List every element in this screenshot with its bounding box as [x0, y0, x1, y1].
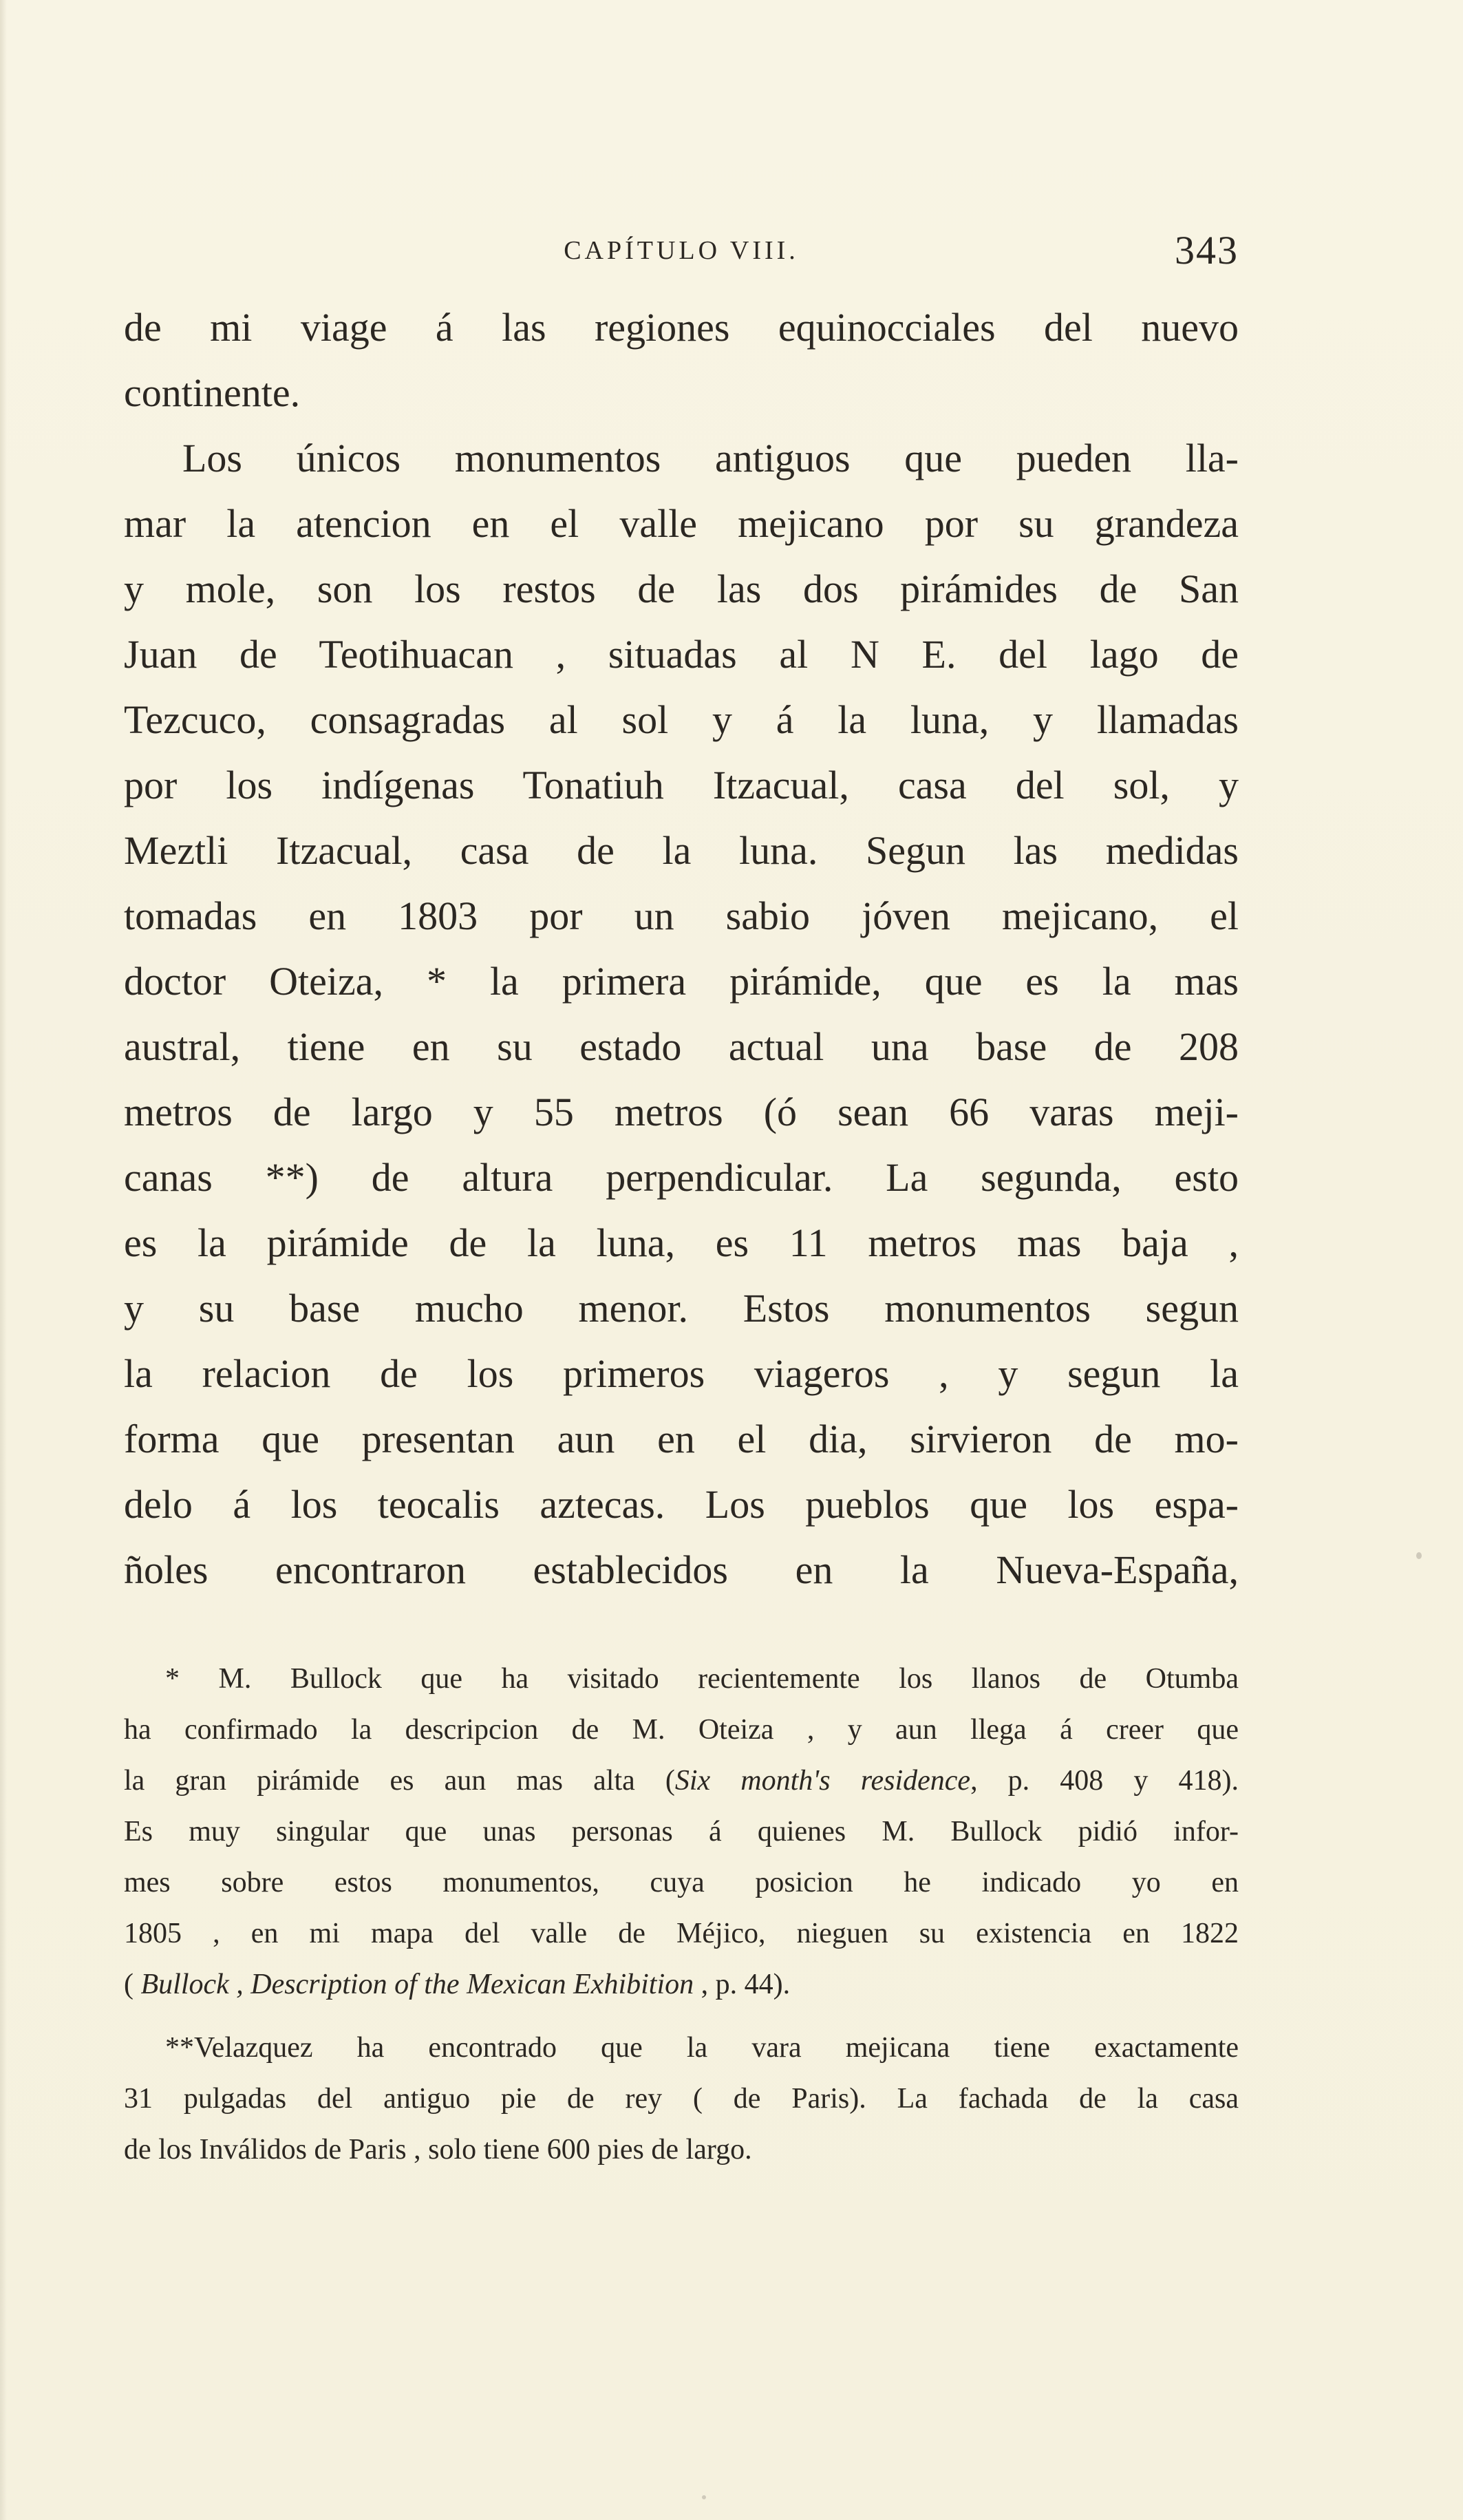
- footnote-line-with-italic: [124, 1755, 1239, 1806]
- footnote-line: * M. Bullock que ha visitado recientemente los llanos de Otumba: [165, 1663, 1239, 1695]
- text-line: Los únicos monumentos antiguos que pueden lla-: [182, 436, 1239, 480]
- footnote-line: ha confirmado la descripcion de M. Oteiza , y aun llega á creer que: [124, 1714, 1239, 1746]
- page-edge-shadow: [0, 0, 7, 2520]
- footnote-italic-title: Bullock , Description of the Mexican Exhibition: [140, 1969, 694, 2000]
- footnote-spacer: [124, 2010, 1239, 2022]
- footnotes: [124, 1653, 1239, 2175]
- footnote-line: 31 pulgadas del antiguo pie de rey ( de Paris). La fachada de la casa: [124, 2083, 1239, 2115]
- text-line: es la pirámide de la luna, es 11 metros mas baja ,: [124, 1220, 1239, 1265]
- text-line: continente.: [124, 370, 301, 415]
- text-line: doctor Oteiza, * la primera pirámide, que es la mas: [124, 959, 1239, 1004]
- text-line: y su base mucho menor. Estos monumentos segun: [124, 1286, 1239, 1331]
- footnote-line-with-italic: [124, 1959, 1239, 2010]
- text-line: canas **) de altura perpendicular. La segunda, esto: [124, 1155, 1239, 1200]
- text-line: Juan de Teotihuacan , situadas al N E. del lago de: [124, 632, 1239, 677]
- text-line: por los indígenas Tonatiuh Itzacual, casa del sol, y: [124, 763, 1239, 807]
- text-line: la relacion de los primeros viageros , y segun la: [124, 1351, 1239, 1396]
- main-text: [124, 295, 1239, 1602]
- footnote-text: , p. 44).: [694, 1969, 791, 2000]
- footnote-line: mes sobre estos monumentos, cuya posicion he indicado yo en: [124, 1867, 1239, 1898]
- text-line: y mole, son los restos de las dos pirámides de San: [124, 567, 1239, 611]
- footnote-text: la gran pirámide es aun mas alta (: [124, 1765, 675, 1797]
- paper-speck: [1416, 1552, 1422, 1559]
- footnote-text: (: [124, 1969, 141, 2000]
- text-line: Tezcuco, consagradas al sol y á la luna, y llamadas: [124, 697, 1239, 742]
- text-line: de mi viage á las regiones equinocciales del nuevo: [124, 305, 1239, 350]
- footnote-italic-title: Six month's residence: [674, 1765, 971, 1797]
- running-head: CAPÍTULO VIII.: [564, 236, 799, 265]
- text-line: delo á los teocalis aztecas. Los pueblos que los espa-: [124, 1482, 1239, 1527]
- text-line: austral, tiene en su estado actual una base de 208: [124, 1024, 1239, 1069]
- text-line: tomadas en 1803 por un sabio jóven mejicano, el: [124, 893, 1239, 938]
- footnote-line: de los Inválidos de Paris , solo tiene 600 pies de largo.: [124, 2134, 752, 2166]
- footnote-line: **Velazquez ha encontrado que la vara mejicana tiene exactamente: [165, 2032, 1239, 2064]
- footnote-text: , p. 408 y 418).: [970, 1765, 1239, 1797]
- text-line: mar la atencion en el valle mejicano por su grandeza: [124, 501, 1239, 546]
- text-line: metros de largo y 55 metros (ó sean 66 varas meji-: [124, 1090, 1239, 1134]
- paper-speck: [702, 2495, 706, 2499]
- footnote-line: 1805 , en mi mapa del valle de Méjico, nieguen su existencia en 1822: [124, 1918, 1239, 1949]
- text-line: ñoles encontraron establecidos en la Nueva-España,: [124, 1547, 1239, 1592]
- text-line: forma que presentan aun en el dia, sirvieron de mo-: [124, 1417, 1239, 1461]
- footnote-line: Es muy singular que unas personas á quienes M. Bullock pidió infor-: [124, 1816, 1239, 1847]
- page-number: 343: [1175, 228, 1239, 273]
- text-line: Meztli Itzacual, casa de la luna. Segun las medidas: [124, 828, 1239, 873]
- page-header: [124, 227, 1239, 282]
